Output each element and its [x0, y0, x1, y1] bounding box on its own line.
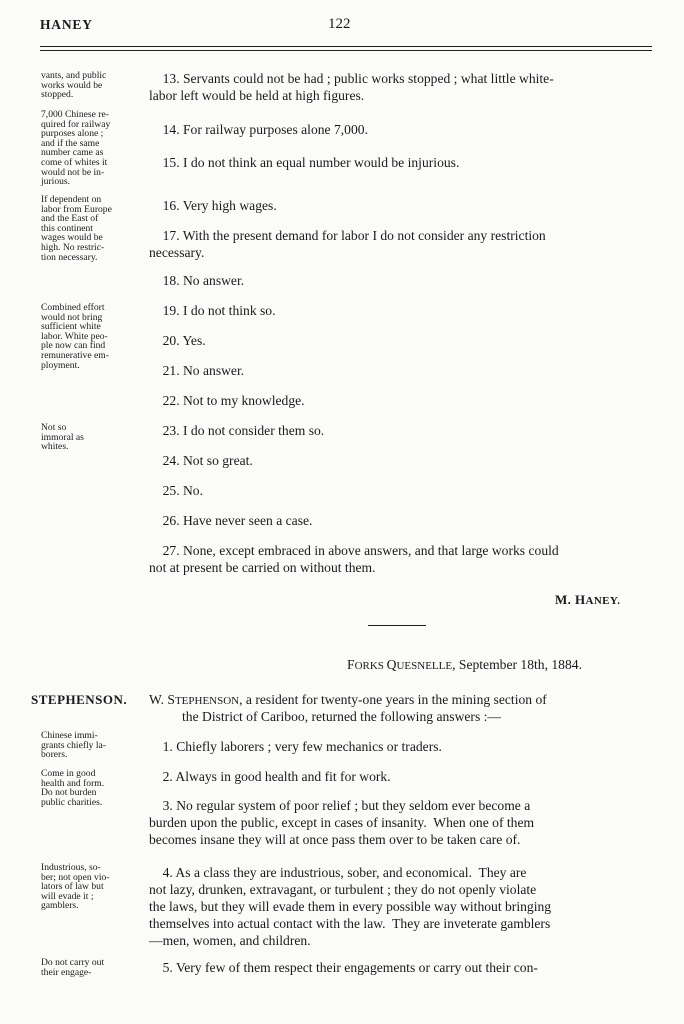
answer-19: 19. I do not think so.: [149, 303, 276, 318]
dateline: FORKS QUESNELLE, September 18th, 1884.: [347, 657, 582, 672]
header-rule-top: [40, 46, 652, 47]
margin-note: 7,000 Chinese re- quired for railway purposes alone ; and if the same number came as come of whites it would not be in- jurious.: [41, 109, 111, 188]
section-divider: [368, 625, 426, 626]
running-title: HANEY: [40, 17, 93, 32]
page-number: 122: [328, 16, 351, 32]
answer-14: 14. For railway purposes alone 7,000.: [149, 122, 368, 137]
margin-note: Combined effort would not bring sufficient white labor. White peo- ple now can find remunerative em- ployment.: [41, 302, 109, 371]
margin-note: If dependent on labor from Europe and the East of this continent wages would be high. No restric- tion necessary.: [41, 194, 112, 263]
stephenson-answer-4: 4. As a class they are industrious, sober, and economical. They are not lazy, drunken, extravagant, or turbulent ; they do not openly violate the laws, but they will evade them in every possible way without bringing themselves into actual contact with the law. They are inveterate gamblers —men, women, and children.: [149, 865, 552, 948]
margin-note: Chinese immi- grants chiefly la- borers.: [41, 730, 106, 761]
margin-note: Industrious, so- ber; not open vio- lators of law but will evade it ; gamblers.: [41, 862, 110, 912]
stephenson-answer-2: 2. Always in good health and fit for work.: [149, 769, 391, 784]
stephenson-answer-5: 5. Very few of them respect their engagements or carry out their con-: [149, 960, 538, 975]
answer-18: 18. No answer.: [149, 273, 245, 288]
answer-16: 16. Very high wages.: [149, 198, 277, 213]
witness-intro: W. STEPHENSON, a resident for twenty-one years in the mining section of: [149, 692, 547, 707]
witness-name-heading: STEPHENSON.: [31, 692, 128, 707]
margin-note: vants, and public works would be stopped.: [41, 70, 107, 101]
answer-23: 23. I do not consider them so.: [149, 423, 325, 438]
answer-27: 27. None, except embraced in above answers, and that large works could not at present be carried on without them.: [149, 543, 559, 575]
answer-17: 17. With the present demand for labor I do not consider any restriction necessary.: [149, 228, 546, 260]
stephenson-answer-3: 3. No regular system of poor relief ; but they seldom ever become a burden upon the public, except in cases of insanity. When one of them becomes insane they will at once pass them over to be taken care of.: [149, 798, 535, 847]
witness-intro-line2: the District of Cariboo, returned the following answers :—: [182, 709, 502, 724]
stephenson-answer-1: 1. Chiefly laborers ; very few mechanics or traders.: [149, 739, 442, 754]
answer-24: 24. Not so great.: [149, 453, 253, 468]
margin-note: Come in good health and form. Do not burden public charities.: [41, 768, 105, 808]
answer-13: 13. Servants could not be had ; public works stopped ; what little white- labor left would be held at high figures.: [149, 71, 554, 103]
answer-20: 20. Yes.: [149, 333, 206, 348]
margin-note: Do not carry out their engage-: [41, 957, 105, 978]
answer-25: 25. No.: [149, 483, 203, 498]
answer-26: 26. Have never seen a case.: [149, 513, 313, 528]
margin-note: Not so immoral as whites.: [41, 422, 84, 453]
answer-22: 22. Not to my knowledge.: [149, 393, 305, 408]
header-rule-bottom: [40, 50, 652, 51]
answer-21: 21. No answer.: [149, 363, 245, 378]
answer-15: 15. I do not think an equal number would be injurious.: [149, 155, 460, 170]
signature-haney: M. HANEY.: [555, 592, 621, 607]
